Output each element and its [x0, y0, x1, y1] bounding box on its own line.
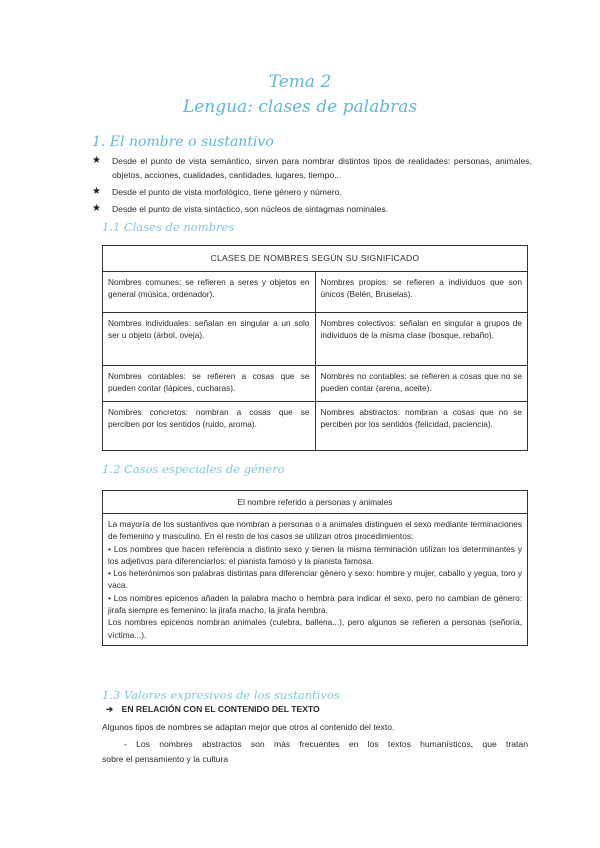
- bullet-text: Desde el punto de vista morfológico, tiene género y número.: [112, 187, 342, 197]
- box-paragraph: La mayoría de los sustantivos que nombran a personas o a animales distinguen el sexo mediante terminaciones de femenino y masculino. En el resto de los casos se utilizan otros procedimientos:: [108, 519, 522, 542]
- clases-nombres-table: [102, 245, 528, 451]
- table-cell: Nombres concretos: nombran a cosas que se perciben por los sentidos (ruido, aroma).: [103, 401, 316, 450]
- arrow-icon: ➔: [106, 704, 114, 714]
- table-row: [103, 365, 528, 401]
- section-heading-genero: 1.2 Casos especiales de género: [102, 462, 285, 476]
- valores-line-1: Algunos tipos de nombres se adaptan mejor que otros al contenido del texto.: [102, 722, 395, 732]
- box-paragraph: • Los nombres epicenos añaden la palabra macho o hembra para indicar el sexo, pero no cambian de género: jirafa siempre es femenino: la jirafa macho, la jirafa hembra.: [108, 592, 522, 616]
- bullet-semantico: [92, 154, 532, 182]
- table-cell: Nombres no contables: se refieren a cosas que no se pueden contar (arena, aceite).: [315, 365, 528, 401]
- page-title: Tema 2: [268, 72, 332, 92]
- star-icon: ★: [92, 155, 101, 166]
- table-row: [103, 271, 528, 312]
- table-row: [103, 401, 528, 450]
- table-cell: Nombres individuales: señalan en singular a un solo ser u objeto (árbol, oveja).: [103, 312, 316, 365]
- box-paragraph: Los nombres epicenos nombran animales (culebra, ballena...), pero algunos se refieren a personas (señoría, víctima...).: [108, 617, 522, 640]
- bullet-morfologico: [92, 185, 532, 199]
- box-body: [103, 514, 527, 645]
- valores-line-2: - Los nombres abstractos son más frecuentes en los textos humanísticos, que tratan: [124, 739, 528, 749]
- table-row: [103, 312, 528, 365]
- table-cell: Nombres contables: se refieren a cosas que se pueden contar (lápices, cucharas).: [103, 365, 316, 401]
- table-header: CLASES DE NOMBRES SEGÚN SU SIGNIFICADO: [103, 246, 528, 272]
- subheading: EN RELACIÓN CON EL CONTENIDO DEL TEXTO: [121, 704, 320, 714]
- table-cell: Nombres propios: se refieren a individuos que son únicos (Belén, Bruselas).: [315, 271, 528, 312]
- table-cell: Nombres comunes: se refieren a seres y objetos en general (música, ordenador).: [103, 271, 316, 312]
- bullet-sintactico: [92, 202, 532, 216]
- box-paragraph: • Los heterónimos son palabras distintas para diferenciar género y sexo: hombre y mujer, caballo y yegua, toro y vaca.: [108, 568, 522, 591]
- genero-box: [102, 490, 528, 646]
- page-subtitle: Lengua: clases de palabras: [182, 97, 418, 117]
- subheading-row: [106, 704, 320, 715]
- section-heading-clases: 1.1 Clases de nombres: [102, 220, 235, 234]
- bullet-text: Desde el punto de vista sintáctico, son núcleos de sintagmas nominales.: [112, 204, 389, 214]
- star-icon: ★: [92, 203, 101, 214]
- star-icon: ★: [92, 186, 101, 197]
- valores-line-3: sobre el pensamiento y la cultura: [102, 754, 229, 764]
- table-cell: Nombres abstractos: nombran a cosas que no se perciben por los sentidos (felicidad, paciencia).: [315, 401, 528, 450]
- section-heading-valores: 1.3 Valores expresivos de los sustantivos: [102, 688, 340, 702]
- bullet-text: Desde el punto de vista semántico, sirven para nombrar distintos tipos de realidades: personas, animales, objetos, acciones, cualidades, cantidades, lugares, tiempo...: [112, 156, 532, 180]
- table-cell: Nombres colectivos: señalan en singular a grupos de individuos de la misma clase (bosque, rebaño).: [315, 312, 528, 365]
- section-heading-nombre: 1. El nombre o sustantivo: [92, 134, 274, 150]
- table-header-row: [103, 246, 528, 272]
- box-paragraph: • Los nombres que hacen referencia a distinto sexo y tienen la misma terminación utilizan los determinantes y los adjetivos para diferenciarlos: el pianista famoso y la pianista famosa.: [108, 543, 522, 566]
- box-title: El nombre referido a personas y animales: [103, 491, 527, 514]
